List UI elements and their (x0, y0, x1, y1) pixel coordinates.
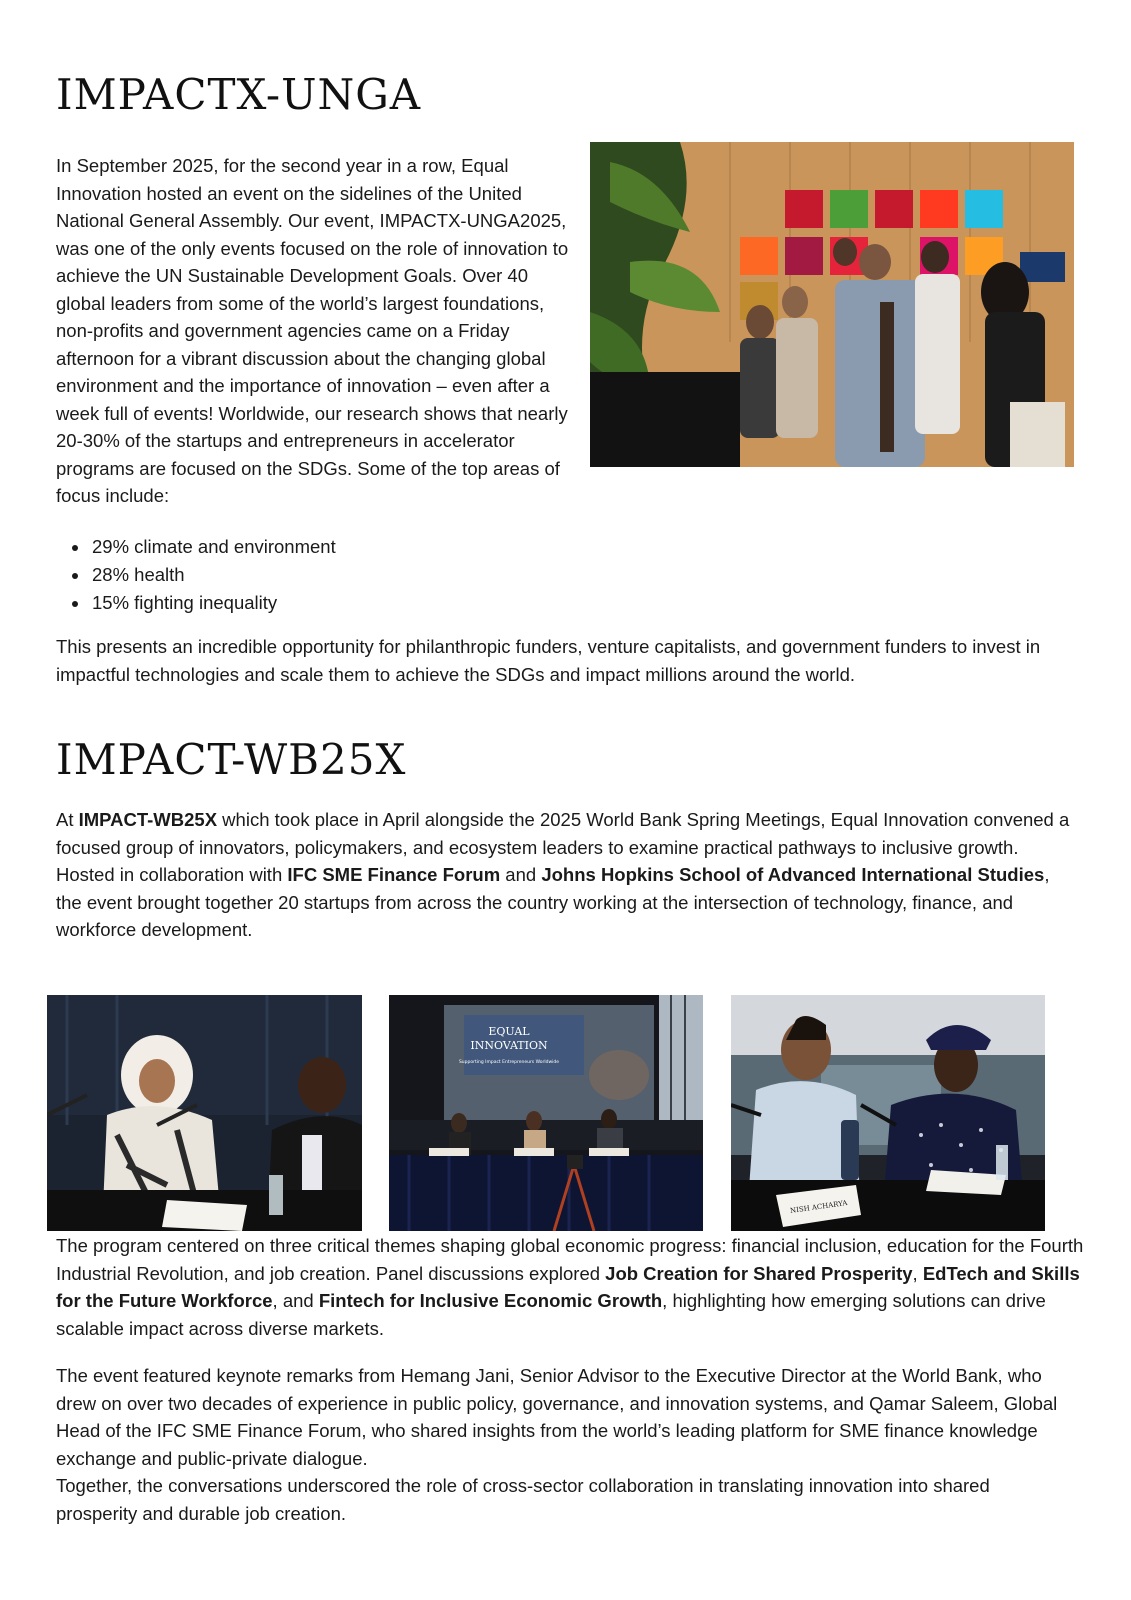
wb-keynote-paragraph (56, 1362, 1076, 1527)
wb-themes-paragraph (56, 1232, 1086, 1342)
panel-photo-speakers (47, 995, 362, 1231)
theme-job-creation-bold: Job Creation for Shared Prosperity (605, 1262, 913, 1284)
list-item: • 28% health (90, 561, 336, 589)
wb-intro-paragraph (56, 806, 1076, 944)
list-item: • 15% fighting inequality (90, 589, 336, 617)
keynote-text: The event featured keynote remarks from Hemang Jani, Senior Advisor to the Executive Director at the World Bank, who drew on over two decades of experience in public policy, governance, and innovation systems, and Qamar Saleem, Global Head of the IFC SME Finance Forum, who shared insights from the world’s leading platform for SME finance knowledge exchange and public-private dialogue. (56, 1365, 1058, 1469)
list-item: • 29% climate and environment (90, 533, 336, 561)
partner-ifc-bold: IFC SME Finance Forum (287, 864, 501, 885)
screen-title-1: EQUAL (488, 1025, 530, 1038)
theme-edtech-bold: EdTech and Skills for the Future Workforce (56, 1262, 1080, 1311)
screen-title-2: INNOVATION (470, 1039, 548, 1052)
screen-tagline: Supporting Impact Entrepreneurs Worldwide (458, 1060, 560, 1065)
text-run: , highlighting how emerging solutions can drive scalable impact across diverse markets. (56, 1290, 1046, 1339)
nameplate-1: NISH ACHARYA (789, 1199, 848, 1216)
text-run: At (56, 809, 79, 830)
panel-photo-panelists (731, 995, 1045, 1231)
unga-closing-paragraph: This presents an incredible opportunity for philanthropic funders, venture capitalists, and government funders to invest in impactful technologies and scale them to achieve the SDGs and impact millions around the world. (56, 636, 1041, 685)
text-run: , and (272, 1290, 319, 1311)
text-run: and (500, 864, 542, 885)
text-run: , the event brought together 20 startups from across the country working at the intersection of technology, finance, and workforce development. (56, 864, 1050, 940)
section-heading-impact-wb25x: IMPACT-WB25X (56, 735, 407, 784)
section-heading-impactx-unga: IMPACTX-UNGA (56, 70, 422, 119)
unga-event-photo (590, 142, 1074, 467)
together-text: Together, the conversations underscored the role of cross-sector collaboration in translating innovation into shared prosperity and durable job creation. (56, 1475, 990, 1524)
text-run: which took place in April alongside the 2025 World Bank Spring Meetings, Equal Innovation convened a focused group of innovators, policymakers, and ecosystem leaders to examine practical pathways to inclusive growth. Hosted in collaboration with (56, 809, 1070, 885)
partner-jhu-bold: Johns Hopkins School of Advanced International Studies (541, 864, 1045, 885)
focus-areas-list (70, 533, 336, 617)
unga-intro-paragraph: In September 2025, for the second year in a row, Equal Innovation hosted an event on the sidelines of the United National General Assembly. Our event, IMPACTX-UNGA2025, was one of the only events focused on the role of innovation to achieve the UN Sustainable Development Goals. Over 40 global leaders from some of the world’s largest foundations, non-profits and government agencies came on a Friday afternoon for a vibrant discussion about the changing global environment and the importance of innovation – even after a week full of events! Worldwide, our research shows that nearly 20-30% of the startups and entrepreneurs in accelerator programs are focused on the SDGs. Some of the top areas of focus include: (56, 155, 569, 506)
text-run: , (912, 1262, 923, 1284)
panel-photo-stage (389, 995, 703, 1231)
theme-fintech-bold: Fintech for Inclusive Economic Growth (318, 1290, 663, 1311)
text-run: The program centered on three critical themes shaping global economic progress: financial inclusion, education for the Fourth Industrial Revolution, and job creation. Panel discussions explored (56, 1235, 1084, 1284)
event-name-bold: IMPACT-WB25X (78, 809, 218, 830)
